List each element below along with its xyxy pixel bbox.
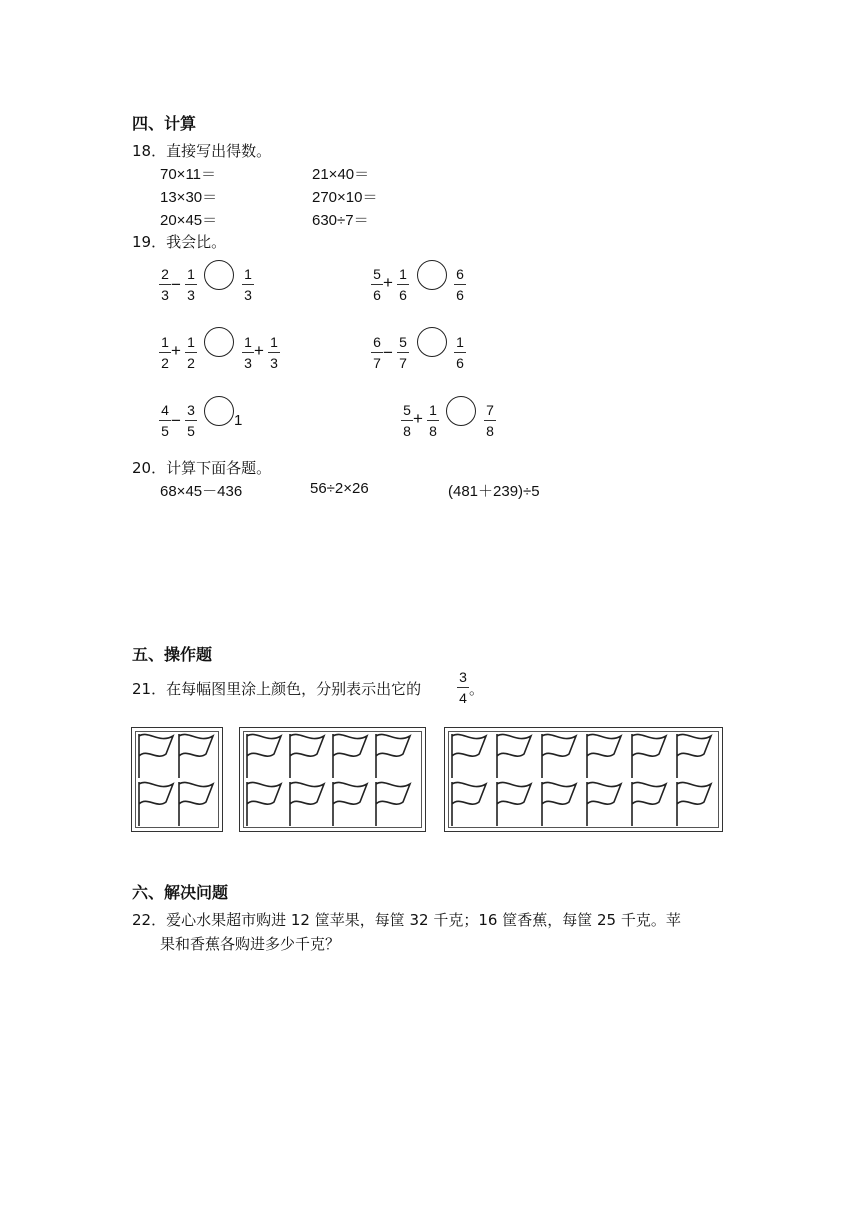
flag-grid — [243, 731, 424, 830]
flag-group-12[interactable] — [444, 727, 723, 832]
q20-item: 68×45－436 — [160, 483, 243, 500]
flag-grid — [135, 731, 221, 830]
comparison-circle[interactable] — [417, 260, 447, 290]
q18-item: 630÷7＝ — [312, 212, 369, 229]
flag-icon — [587, 782, 621, 826]
fraction: 5 8 — [401, 402, 413, 440]
flag-icon — [179, 782, 213, 826]
flag-icon — [376, 734, 410, 778]
flag-icon — [632, 782, 666, 826]
fraction: 6 7 — [371, 334, 383, 372]
fraction: 4 5 — [159, 402, 171, 440]
fraction: 1 3 — [268, 334, 280, 372]
plus-sign: + — [254, 341, 264, 360]
fraction: 5 6 — [371, 266, 383, 304]
minus-sign: − — [171, 411, 181, 430]
q20-item: 56÷2×26 — [310, 480, 369, 497]
whole-number: 1 — [234, 412, 243, 429]
q18-item: 20×45＝ — [160, 212, 218, 229]
flag-icon — [632, 734, 666, 778]
q18-label: 18．直接写出得数。 — [132, 142, 272, 160]
flag-icon — [497, 734, 531, 778]
comparison-circle[interactable] — [204, 260, 234, 290]
q18-item: 21×40＝ — [312, 166, 370, 183]
plus-sign: + — [171, 341, 181, 360]
flag-icon — [376, 782, 410, 826]
flag-icon — [247, 782, 281, 826]
flag-icon — [290, 782, 324, 826]
q21-end: 。 — [469, 680, 485, 698]
q18-item: 70×11＝ — [160, 166, 217, 183]
flag-icon — [333, 734, 367, 778]
plus-sign: + — [383, 273, 393, 292]
q18-item: 13×30＝ — [160, 189, 218, 206]
q22-line-2: 果和香蕉各购进多少千克？ — [160, 935, 341, 953]
fraction: 1 3 — [185, 266, 197, 304]
flag-icon — [452, 782, 486, 826]
section-5-title: 五、操作题 — [132, 645, 213, 664]
comparison-circle[interactable] — [204, 327, 234, 357]
fraction: 1 6 — [397, 266, 409, 304]
flag-icon — [247, 734, 281, 778]
fraction: 1 2 — [159, 334, 171, 372]
comparison-circle[interactable] — [446, 396, 476, 426]
fraction: 6 6 — [454, 266, 466, 304]
fraction: 1 2 — [185, 334, 197, 372]
fraction: 1 8 — [427, 402, 439, 440]
fraction: 1 6 — [454, 334, 466, 372]
fraction: 2 3 — [159, 266, 171, 304]
flag-grid — [448, 731, 721, 830]
fraction: 3 4 — [457, 669, 469, 707]
fraction: 7 8 — [484, 402, 496, 440]
fraction: 1 3 — [242, 266, 254, 304]
flag-icon — [587, 734, 621, 778]
fraction: 3 5 — [185, 402, 197, 440]
fraction: 1 3 — [242, 334, 254, 372]
section-6-title: 六、解决问题 — [132, 883, 229, 902]
q21-label: 21．在每幅图里涂上颜色，分别表示出它的 — [132, 680, 422, 698]
comparison-circle[interactable] — [417, 327, 447, 357]
q18-item: 270×10＝ — [312, 189, 378, 206]
flag-icon — [290, 734, 324, 778]
comparison-circle[interactable] — [204, 396, 234, 426]
flag-icon — [497, 782, 531, 826]
q20-label: 20．计算下面各题。 — [132, 459, 272, 477]
q20-item: (481＋239)÷5 — [448, 483, 540, 500]
flag-icon — [333, 782, 367, 826]
flag-icon — [542, 734, 576, 778]
fraction: 5 7 — [397, 334, 409, 372]
flag-icon — [677, 734, 711, 778]
flag-icon — [179, 734, 213, 778]
flag-icon — [139, 734, 173, 778]
flag-icon — [542, 782, 576, 826]
q22-line-1: 22．爱心水果超市购进 12 筐苹果，每筐 32 千克；16 筐香蕉，每筐 25 千克。苹 — [132, 911, 681, 929]
flag-icon — [139, 782, 173, 826]
minus-sign: − — [383, 343, 393, 362]
plus-sign: + — [413, 409, 423, 428]
section-4-title: 四、计算 — [132, 114, 197, 133]
minus-sign: − — [171, 275, 181, 294]
flag-group-4[interactable] — [131, 727, 223, 832]
q19-label: 19．我会比。 — [132, 233, 227, 251]
flag-icon — [677, 782, 711, 826]
flag-group-8[interactable] — [239, 727, 426, 832]
flag-icon — [452, 734, 486, 778]
